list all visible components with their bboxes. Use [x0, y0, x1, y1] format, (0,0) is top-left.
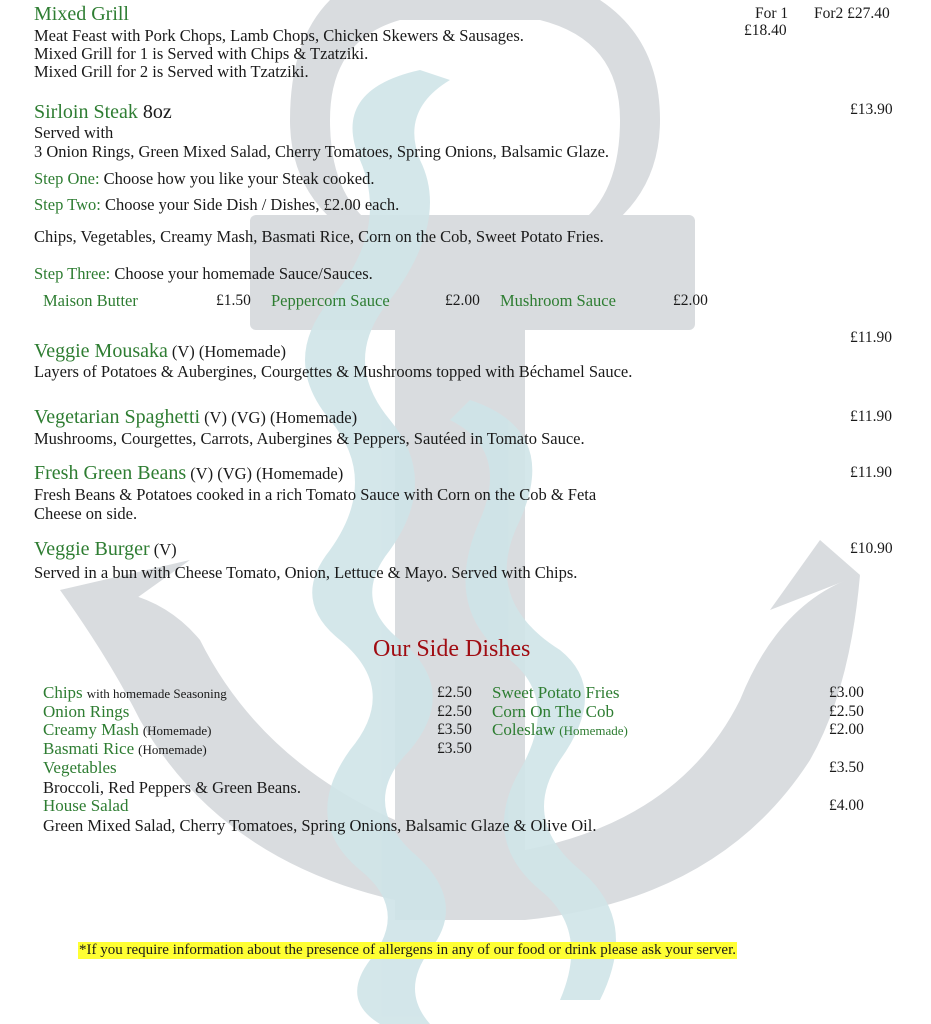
side-chips-name: Chips: [43, 683, 83, 702]
spaghetti-desc: Mushrooms, Courgettes, Carrots, Aubergines & Peppers, Sautéed in Tomato Sauce.: [34, 429, 585, 448]
mousaka-price: £11.90: [850, 329, 893, 346]
sauce-maison-butter-price: £1.50: [216, 292, 251, 309]
mousaka-title: [34, 340, 286, 363]
sirloin-side-options: Chips, Vegetables, Creamy Mash, Basmati Rice, Corn on the Cob, Sweet Potato Fries.: [34, 227, 604, 246]
side-vegetables: Vegetables: [43, 758, 117, 777]
sirloin-title: [34, 101, 172, 124]
side-vegetables-price: £3.50: [829, 759, 864, 776]
mousaka-name: Veggie Mousaka: [34, 340, 168, 362]
spaghetti-price: £11.90: [850, 408, 893, 425]
veggie-burger-title: [34, 538, 177, 561]
step-two-text: Choose your Side Dish / Dishes, £2.00 each.: [104, 195, 400, 214]
side-onion-rings: Onion Rings: [43, 702, 130, 721]
sirloin-served-items: 3 Onion Rings, Green Mixed Salad, Cherry Tomatoes, Spring Onions, Balsamic Glaze.: [34, 142, 610, 161]
step-three-label: Step Three:: [34, 264, 111, 283]
sauce-peppercorn-price: £2.00: [445, 292, 480, 309]
side-onion-rings-price: £2.50: [437, 703, 472, 720]
side-coleslaw-name: Coleslaw: [492, 720, 556, 739]
mixed-grill-for1-label: For 1: [755, 5, 789, 22]
side-coleslaw-price: £2.00: [829, 721, 864, 738]
spaghetti-title: [34, 406, 357, 429]
mixed-grill-desc-3: Mixed Grill for 2 is Served with Tzatziki.: [34, 62, 309, 81]
sauce-mushroom-price: £2.00: [673, 292, 708, 309]
side-creamy-mash-name: Creamy Mash: [43, 720, 139, 739]
step-three-text: Choose your homemade Sauce/Sauces.: [114, 264, 373, 283]
step-two-label: Step Two:: [34, 195, 101, 214]
green-beans-tags: (V) (VG) (Homemade): [190, 464, 344, 483]
green-beans-name: Fresh Green Beans: [34, 462, 187, 484]
side-house-salad-desc: Green Mixed Salad, Cherry Tomatoes, Spring Onions, Balsamic Glaze & Olive Oil.: [43, 816, 597, 835]
side-chips: [43, 684, 227, 703]
sirloin-step-three: [34, 265, 373, 283]
green-beans-price: £11.90: [850, 464, 893, 481]
side-creamy-mash-note: (Homemade): [142, 723, 212, 738]
side-creamy-mash: [43, 721, 211, 740]
side-basmati-rice-price: £3.50: [437, 740, 472, 757]
side-coleslaw-note: (Homemade): [559, 723, 628, 738]
veggie-burger-price: £10.90: [850, 540, 893, 557]
sirloin-size: 8oz: [142, 101, 172, 123]
mixed-grill-for2-price: For2 £27.40: [814, 5, 890, 22]
step-one-label: Step One:: [34, 169, 100, 188]
side-corn-on-the-cob-price: £2.50: [829, 703, 864, 720]
green-beans-desc: Fresh Beans & Potatoes cooked in a rich Tomato Sauce with Corn on the Cob & Feta: [34, 485, 597, 504]
sirloin-served-label: Served with: [34, 123, 114, 142]
side-corn-on-the-cob: Corn On The Cob: [492, 702, 614, 721]
allergen-notice: *If you require information about the presence of allergens in any of our food or drink please ask your server.: [79, 942, 737, 958]
sirloin-step-two: [34, 196, 399, 214]
side-chips-price: £2.50: [437, 684, 472, 701]
mousaka-desc: Layers of Potatoes & Aubergines, Courgettes & Mushrooms topped with Béchamel Sauce.: [34, 362, 633, 381]
veggie-burger-tags: (V): [153, 540, 177, 559]
side-basmati-rice: [43, 740, 207, 759]
green-beans-desc-2: Cheese on side.: [34, 504, 138, 523]
side-chips-note: with homemade Seasoning: [86, 686, 227, 701]
mixed-grill-for1-price: £18.40: [744, 22, 787, 39]
side-house-salad-price: £4.00: [829, 797, 864, 814]
side-creamy-mash-price: £3.50: [437, 721, 472, 738]
sauce-maison-butter: Maison Butter: [43, 291, 138, 310]
spaghetti-tags: (V) (VG) (Homemade): [204, 408, 358, 427]
mixed-grill-desc-1: Meat Feast with Pork Chops, Lamb Chops, Chicken Skewers & Sausages.: [34, 26, 524, 45]
step-one-text: Choose how you like your Steak cooked.: [103, 169, 375, 188]
side-basmati-rice-note: (Homemade): [138, 742, 207, 757]
mixed-grill-title: Mixed Grill: [34, 3, 129, 25]
side-basmati-rice-name: Basmati Rice: [43, 739, 135, 758]
side-sweet-potato-fries-price: £3.00: [829, 684, 864, 701]
side-coleslaw: [492, 721, 628, 740]
sauce-mushroom: Mushroom Sauce: [500, 291, 616, 310]
sirloin-step-one: [34, 170, 375, 188]
side-house-salad: House Salad: [43, 796, 129, 815]
mixed-grill-desc-2: Mixed Grill for 1 is Served with Chips & Tzatziki.: [34, 44, 369, 63]
veggie-burger-desc: Served in a bun with Cheese Tomato, Onion, Lettuce & Mayo. Served with Chips.: [34, 563, 578, 582]
mousaka-tags: (V) (Homemade): [171, 342, 286, 361]
sirloin-price: £13.90: [850, 101, 893, 118]
side-dishes-heading: Our Side Dishes: [373, 636, 531, 662]
side-sweet-potato-fries: Sweet Potato Fries: [492, 683, 620, 702]
veggie-burger-name: Veggie Burger: [34, 538, 150, 560]
side-vegetables-desc: Broccoli, Red Peppers & Green Beans.: [43, 778, 301, 797]
sirloin-name: Sirloin Steak: [34, 101, 138, 123]
sauce-peppercorn: Peppercorn Sauce: [271, 291, 390, 310]
green-beans-title: [34, 462, 343, 485]
spaghetti-name: Vegetarian Spaghetti: [34, 406, 201, 428]
